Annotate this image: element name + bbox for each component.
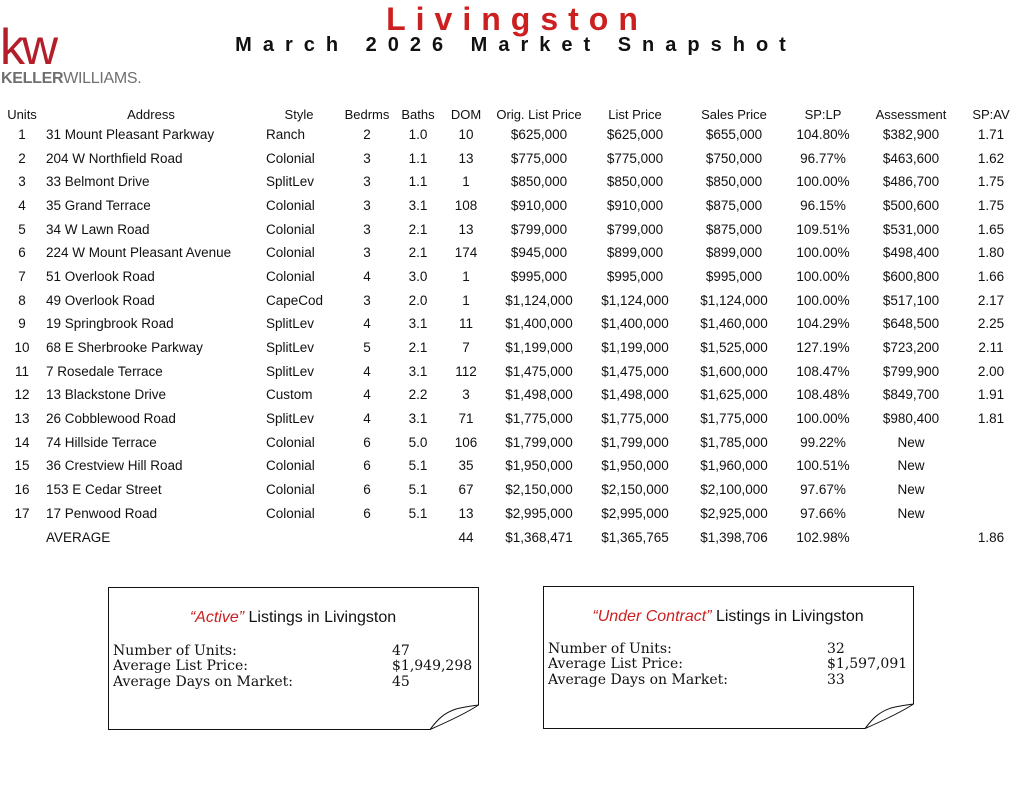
average-cell-bedrooms: [338, 526, 396, 550]
contract-units-label: Number of Units:: [548, 641, 672, 657]
contract-dom-value: 33: [827, 672, 845, 688]
cell-units: 6: [18, 245, 26, 261]
average-cell-sp-av: 1.86: [977, 529, 1005, 545]
cell-sp-lp: 108.47%: [796, 363, 850, 379]
cell-sp-av: 1.80: [977, 245, 1005, 261]
cell-list-price: $775,000: [606, 150, 664, 166]
column-header-style: Style: [284, 107, 314, 122]
cell-baths: 1.0: [408, 126, 428, 142]
cell-list-price: $625,000: [606, 126, 664, 142]
cell-sp-av: 1.62: [977, 150, 1005, 166]
cell-style: SplitLev: [266, 316, 315, 332]
cell-style: Colonial: [266, 245, 315, 261]
cell-orig-list-price: $945,000: [510, 245, 568, 261]
cell-sales-price: $995,000: [705, 268, 763, 284]
cell-dom: 13: [458, 150, 474, 166]
cell-dom: 10: [458, 126, 474, 142]
cell-dom: 3: [462, 387, 470, 403]
cell-assessment: $531,000: [882, 221, 940, 237]
cell-units: 2: [18, 150, 26, 166]
cell-dom: 108: [454, 197, 478, 213]
cell-sales-price: $750,000: [705, 150, 763, 166]
cell-bedrooms: 3: [363, 197, 371, 213]
active-price-value: $1,949,298: [392, 658, 473, 674]
table-row: [2, 360, 1022, 384]
cell-baths: 3.1: [408, 316, 428, 332]
cell-style: SplitLev: [266, 340, 315, 356]
cell-baths: 2.0: [408, 292, 428, 308]
average-cell-address: AVERAGE: [46, 529, 111, 545]
active-listings-card: [108, 587, 478, 729]
under-contract-listings-card: [543, 586, 913, 728]
cell-units: 11: [14, 363, 29, 379]
active-units-value: 47: [392, 643, 410, 659]
cell-units: 9: [18, 316, 26, 332]
cell-dom: 11: [458, 316, 473, 332]
cell-dom: 67: [458, 482, 474, 498]
cell-assessment: $500,600: [882, 197, 940, 213]
cell-units: 4: [18, 197, 26, 213]
table-row: [2, 194, 1022, 218]
cell-dom: 71: [458, 411, 474, 427]
cell-assessment: $486,700: [882, 174, 940, 190]
cell-list-price: $1,400,000: [601, 316, 669, 332]
cell-style: Colonial: [266, 505, 315, 521]
cell-sp-lp: 97.66%: [800, 505, 846, 521]
contract-units-value: 32: [827, 641, 845, 657]
average-row: [2, 526, 1022, 550]
cell-dom: 35: [458, 458, 474, 474]
table-row: [2, 265, 1022, 289]
cell-units: 12: [14, 387, 30, 403]
cell-assessment: $648,500: [882, 316, 940, 332]
cell-bedrooms: 3: [363, 174, 371, 190]
cell-address: 204 W Northfield Road: [46, 150, 183, 166]
cell-dom: 106: [454, 434, 478, 450]
table-row: [2, 407, 1022, 431]
cell-baths: 3.1: [408, 363, 428, 379]
cell-orig-list-price: $1,199,000: [505, 340, 573, 356]
cell-sales-price: $1,124,000: [700, 292, 768, 308]
cell-dom: 1: [462, 268, 470, 284]
cell-style: Colonial: [266, 268, 315, 284]
cell-address: 7 Rosedale Terrace: [46, 363, 163, 379]
cell-dom: 7: [462, 340, 470, 356]
cell-sp-av: 1.71: [977, 126, 1005, 142]
cell-style: Colonial: [266, 434, 315, 450]
cell-sp-lp: 104.29%: [796, 316, 850, 332]
column-header-baths: Baths: [401, 107, 435, 122]
cell-style: Custom: [266, 387, 313, 403]
active-dom-value: 45: [392, 674, 410, 690]
cell-units: 10: [14, 340, 30, 356]
cell-baths: 2.1: [408, 340, 428, 356]
cell-style: SplitLev: [266, 363, 315, 379]
cell-sales-price: $1,600,000: [700, 363, 768, 379]
cell-address: 17 Penwood Road: [46, 505, 158, 521]
cell-bedrooms: 4: [363, 387, 371, 403]
cell-sales-price: $1,785,000: [700, 434, 768, 450]
cell-sales-price: $2,925,000: [700, 505, 768, 521]
cell-sp-av: [960, 455, 1022, 479]
cell-style: Colonial: [266, 221, 315, 237]
column-header-address: Address: [127, 107, 175, 122]
cell-assessment: $463,600: [882, 150, 940, 166]
cell-sp-av: 1.81: [977, 411, 1005, 427]
cell-list-price: $1,498,000: [601, 387, 669, 403]
cell-dom: 1: [462, 292, 470, 308]
cell-baths: 3.0: [408, 268, 428, 284]
cell-sp-av: 2.25: [977, 316, 1005, 332]
cell-assessment: $723,200: [882, 340, 940, 356]
cell-dom: 112: [455, 363, 477, 379]
cell-sp-av: [960, 431, 1022, 455]
cell-baths: 3.1: [408, 197, 428, 213]
cell-bedrooms: 4: [363, 316, 371, 332]
cell-orig-list-price: $1,498,000: [505, 387, 573, 403]
cell-units: 5: [18, 221, 26, 237]
average-cell-style: [260, 526, 338, 550]
cell-baths: 1.1: [408, 174, 428, 190]
cell-style: Colonial: [266, 150, 315, 166]
contract-price-label: Average List Price:: [548, 656, 683, 672]
cell-bedrooms: 4: [363, 268, 371, 284]
cell-units: 15: [14, 458, 30, 474]
cell-sp-av: 1.75: [977, 197, 1005, 213]
cell-style: Colonial: [266, 197, 315, 213]
cell-orig-list-price: $625,000: [510, 126, 568, 142]
cell-units: 8: [18, 292, 26, 308]
cell-orig-list-price: $995,000: [510, 268, 568, 284]
page-subtitle: March 2026 Market Snapshot: [235, 34, 797, 56]
cell-assessment: $849,700: [882, 387, 940, 403]
cell-units: 16: [14, 482, 30, 498]
table-row: [2, 241, 1022, 265]
average-cell-assessment: [862, 526, 960, 550]
cell-baths: 5.0: [408, 434, 428, 450]
cell-assessment: New: [897, 482, 925, 498]
cell-units: 7: [18, 268, 26, 284]
table-row: [2, 336, 1022, 360]
cell-orig-list-price: $1,475,000: [505, 363, 573, 379]
cell-address: 33 Belmont Drive: [46, 174, 150, 190]
average-cell-baths: [396, 526, 440, 550]
cell-sp-lp: 99.22%: [800, 434, 846, 450]
cell-sp-av: 1.66: [977, 268, 1005, 284]
average-cell-units: [2, 526, 42, 550]
cell-address: 153 E Cedar Street: [46, 482, 162, 498]
average-cell-list-price: $1,365,765: [601, 529, 669, 545]
cell-sp-lp: 97.67%: [800, 482, 846, 498]
under-contract-heading: “Under Contract” Listings in Livingston: [592, 608, 864, 625]
cell-baths: 2.1: [408, 221, 428, 237]
cell-style: SplitLev: [266, 411, 315, 427]
contract-dom-label: Average Days on Market:: [548, 672, 728, 688]
svg-text:kw: kw: [0, 24, 56, 68]
table-row: [2, 502, 1022, 526]
cell-assessment: $517,100: [882, 292, 940, 308]
table-row: [2, 147, 1022, 171]
table-header-row: [2, 93, 1022, 123]
cell-sp-lp: 100.00%: [796, 268, 850, 284]
table-row: [2, 313, 1022, 337]
cell-sales-price: $875,000: [705, 221, 763, 237]
cell-address: 51 Overlook Road: [46, 268, 155, 284]
table-row: [2, 478, 1022, 502]
column-header-orig-list-price: Orig. List Price: [496, 107, 582, 122]
cell-sp-av: [960, 478, 1022, 502]
cell-units: 13: [14, 411, 30, 427]
cell-sp-lp: 96.77%: [800, 150, 846, 166]
cell-baths: 1.1: [408, 150, 428, 166]
contract-price-value: $1,597,091: [827, 656, 908, 672]
cell-list-price: $799,000: [606, 221, 664, 237]
column-header-sales-price: Sales Price: [701, 107, 767, 122]
cell-dom: 13: [458, 221, 474, 237]
column-header-list-price: List Price: [608, 107, 662, 122]
cell-sales-price: $875,000: [705, 197, 763, 213]
cell-sp-lp: 109.51%: [796, 221, 850, 237]
table-row: [2, 384, 1022, 408]
sales-table: [2, 93, 1022, 549]
cell-sp-lp: 100.00%: [796, 174, 850, 190]
cell-assessment: $600,800: [882, 268, 940, 284]
active-units-label: Number of Units:: [113, 643, 237, 659]
cell-orig-list-price: $2,150,000: [505, 482, 573, 498]
column-header-units: Units: [7, 107, 37, 122]
cell-style: Colonial: [266, 458, 315, 474]
cell-orig-list-price: $1,775,000: [505, 411, 573, 427]
active-heading: “Active” Listings in Livingston: [189, 609, 397, 626]
cell-assessment: $382,900: [882, 126, 940, 142]
cell-sp-lp: 100.00%: [796, 411, 850, 427]
cell-style: Colonial: [266, 482, 315, 498]
cell-orig-list-price: $910,000: [510, 197, 568, 213]
cell-assessment: $498,400: [882, 245, 940, 261]
cell-sales-price: $850,000: [705, 174, 763, 190]
cell-baths: 5.1: [408, 482, 428, 498]
cell-sp-av: 1.75: [977, 174, 1005, 190]
cell-bedrooms: 3: [363, 292, 371, 308]
cell-list-price: $850,000: [606, 174, 664, 190]
cell-units: 1: [18, 126, 26, 142]
cell-units: 14: [14, 434, 30, 450]
cell-style: SplitLev: [266, 174, 315, 190]
cell-list-price: $1,124,000: [601, 292, 669, 308]
active-dom-label: Average Days on Market:: [113, 674, 293, 690]
cell-list-price: $899,000: [606, 245, 664, 261]
cell-bedrooms: 3: [363, 245, 371, 261]
table-row: [2, 123, 1022, 147]
cell-style: CapeCod: [266, 292, 324, 308]
cell-bedrooms: 6: [363, 505, 371, 521]
cell-sales-price: $899,000: [705, 245, 763, 261]
cell-address: 35 Grand Terrace: [46, 197, 151, 213]
cell-sp-lp: 100.00%: [796, 292, 850, 308]
table-row: [2, 455, 1022, 479]
cell-sales-price: $1,525,000: [700, 340, 768, 356]
cell-units: 17: [14, 505, 30, 521]
cell-list-price: $1,799,000: [601, 434, 669, 450]
table-row: [2, 170, 1022, 194]
cell-list-price: $1,199,000: [601, 340, 669, 356]
average-cell-orig-list-price: $1,368,471: [505, 529, 573, 545]
table-row: [2, 289, 1022, 313]
cell-list-price: $1,475,000: [601, 363, 669, 379]
cell-list-price: $910,000: [606, 197, 664, 213]
column-header-sp-lp: SP:LP: [804, 107, 842, 122]
cell-bedrooms: 3: [363, 150, 371, 166]
cell-dom: 1: [462, 174, 470, 190]
cell-list-price: $2,150,000: [601, 482, 669, 498]
column-header-bedrooms: Bedrms: [344, 107, 390, 122]
cell-sp-lp: 100.00%: [796, 245, 850, 261]
cell-units: 3: [18, 174, 26, 190]
cell-sales-price: $2,100,000: [700, 482, 768, 498]
cell-orig-list-price: $775,000: [510, 150, 568, 166]
cell-orig-list-price: $850,000: [510, 174, 568, 190]
cell-bedrooms: 2: [363, 126, 371, 142]
cell-bedrooms: 5: [363, 340, 371, 356]
cell-bedrooms: 4: [363, 363, 371, 379]
cell-sp-av: 2.00: [977, 363, 1005, 379]
cell-baths: 2.2: [408, 387, 428, 403]
cell-dom: 174: [454, 245, 478, 261]
cell-style: Ranch: [266, 126, 306, 142]
cell-address: 26 Cobblewood Road: [46, 411, 176, 427]
cell-list-price: $1,775,000: [601, 411, 669, 427]
cell-assessment: $799,900: [882, 363, 940, 379]
column-header-assessment: Assessment: [875, 107, 947, 122]
cell-sp-lp: 108.48%: [796, 387, 850, 403]
cell-assessment: $980,400: [882, 411, 940, 427]
cell-dom: 13: [458, 505, 474, 521]
table-body: [2, 123, 1022, 549]
cell-list-price: $1,950,000: [601, 458, 669, 474]
cell-orig-list-price: $2,995,000: [505, 505, 573, 521]
column-header-dom: DOM: [450, 107, 482, 122]
cell-sp-av: 1.91: [977, 387, 1005, 403]
cell-sp-av: 1.65: [977, 221, 1005, 237]
average-cell-sp-lp: 102.98%: [796, 529, 850, 545]
cell-sp-lp: 96.15%: [800, 197, 846, 213]
cell-orig-list-price: $1,124,000: [505, 292, 573, 308]
cell-sales-price: $1,775,000: [700, 411, 768, 427]
logo-wordmark: KELLERWILLIAMS.: [1, 70, 142, 87]
cell-assessment: New: [897, 505, 925, 521]
cell-address: 74 Hillside Terrace: [46, 434, 157, 450]
cell-sales-price: $655,000: [705, 126, 763, 142]
cell-baths: 3.1: [408, 411, 428, 427]
average-cell-dom: 44: [458, 529, 474, 545]
cell-sp-lp: 100.51%: [796, 458, 850, 474]
column-header-sp-av: SP:AV: [972, 107, 1010, 122]
cell-baths: 2.1: [408, 245, 428, 261]
cell-assessment: New: [897, 458, 925, 474]
cell-bedrooms: 6: [363, 458, 371, 474]
cell-address: 49 Overlook Road: [46, 292, 155, 308]
cell-sp-av: 2.11: [978, 340, 1004, 356]
cell-baths: 5.1: [408, 505, 428, 521]
cell-orig-list-price: $1,400,000: [505, 316, 573, 332]
cell-bedrooms: 4: [363, 411, 371, 427]
cell-sp-av: [960, 502, 1022, 526]
cell-address: 19 Springbrook Road: [46, 316, 174, 332]
cell-orig-list-price: $1,950,000: [505, 458, 573, 474]
cell-sp-lp: 104.80%: [796, 126, 850, 142]
cell-sales-price: $1,460,000: [700, 316, 768, 332]
cell-baths: 5.1: [408, 458, 428, 474]
cell-address: 34 W Lawn Road: [46, 221, 150, 237]
cell-address: 36 Crestview Hill Road: [46, 458, 183, 474]
page-title: Livingston: [386, 1, 648, 37]
active-price-label: Average List Price:: [113, 658, 248, 674]
cell-list-price: $2,995,000: [601, 505, 669, 521]
cell-bedrooms: 3: [363, 221, 371, 237]
table-row: [2, 431, 1022, 455]
cell-list-price: $995,000: [606, 268, 664, 284]
cell-assessment: New: [897, 434, 925, 450]
cell-sales-price: $1,960,000: [700, 458, 768, 474]
table-row: [2, 218, 1022, 242]
cell-orig-list-price: $799,000: [510, 221, 568, 237]
average-cell-sales-price: $1,398,706: [700, 529, 768, 545]
cell-bedrooms: 6: [363, 434, 371, 450]
cell-sp-av: 2.17: [977, 292, 1005, 308]
cell-address: 13 Blackstone Drive: [46, 387, 167, 403]
cell-address: 31 Mount Pleasant Parkway: [46, 126, 215, 142]
cell-orig-list-price: $1,799,000: [505, 434, 573, 450]
cell-bedrooms: 6: [363, 482, 371, 498]
cell-address: 224 W Mount Pleasant Avenue: [46, 245, 232, 261]
cell-address: 68 E Sherbrooke Parkway: [46, 340, 203, 356]
cell-sales-price: $1,625,000: [700, 387, 768, 403]
cell-sp-lp: 127.19%: [796, 340, 850, 356]
